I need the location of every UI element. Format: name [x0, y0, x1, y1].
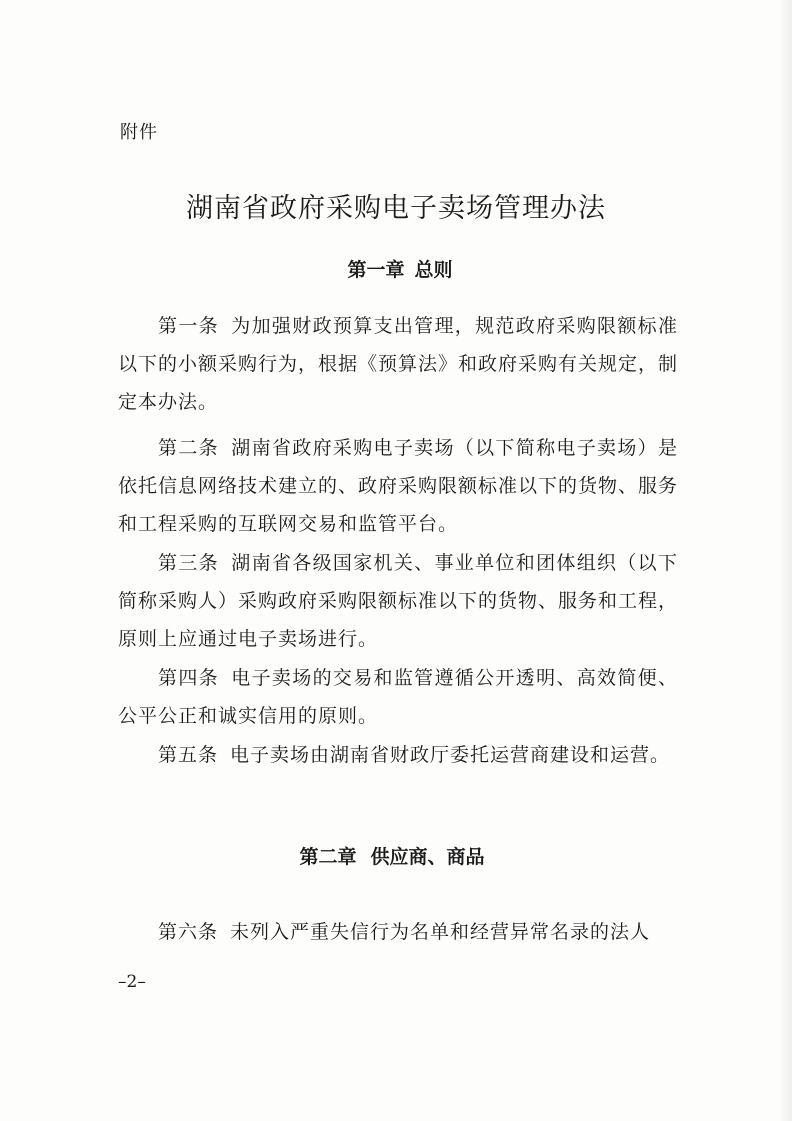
article-3-label: 第三条 [158, 552, 219, 574]
attachment-label: 附件 [120, 122, 158, 143]
article-3-text: 湖南省各级国家机关、事业单位和团体组织（以下简称采购人）采购政府采购限额标准以下的货物、服务和工程，原则上应通过电子卖场进行。 [118, 552, 679, 650]
article-6-text: 未列入严重失信行为名单和经营异常名录的法人 [230, 921, 651, 943]
document-title: 湖南省政府采购电子卖场管理办法 [186, 193, 606, 224]
article-1-label: 第一条 [158, 315, 219, 337]
chapter-2-number: 第二章 [299, 846, 357, 868]
article-6 [118, 913, 678, 951]
article-2-label: 第二条 [158, 437, 219, 459]
chapter-1-number: 第一章 [347, 259, 405, 281]
chapter-2-heading [0, 844, 788, 870]
chapter-2-name: 供应商、商品 [370, 846, 485, 868]
article-4-label: 第四条 [158, 667, 219, 689]
chapter-1-heading [4, 257, 792, 283]
article-4 [118, 659, 678, 735]
article-2-text: 湖南省政府采购电子卖场（以下简称电子卖场）是依托信息网络技术建立的、政府采购限额标准以下的货物、服务和工程采购的互联网交易和监管平台。 [118, 437, 679, 535]
scan-shadow-edge [778, 0, 792, 1121]
article-4-text: 电子卖场的交易和监管遵循公开透明、高效简便、公平公正和诚实信用的原则。 [118, 667, 678, 727]
article-5-label: 第五条 [158, 744, 219, 766]
article-2 [118, 429, 678, 543]
page-number: –2– [118, 972, 146, 992]
article-6-label: 第六条 [158, 921, 219, 943]
article-5-text: 电子卖场由湖南省财政厅委托运营商建设和运营。 [230, 744, 671, 766]
article-1-text: 为加强财政预算支出管理，规范政府采购限额标准以下的小额采购行为，根据《预算法》和政府采购有关规定，制定本办法。 [118, 315, 679, 413]
chapter-1-name: 总则 [414, 259, 453, 281]
article-3 [118, 544, 678, 658]
article-5 [118, 736, 678, 774]
article-1 [118, 307, 678, 421]
